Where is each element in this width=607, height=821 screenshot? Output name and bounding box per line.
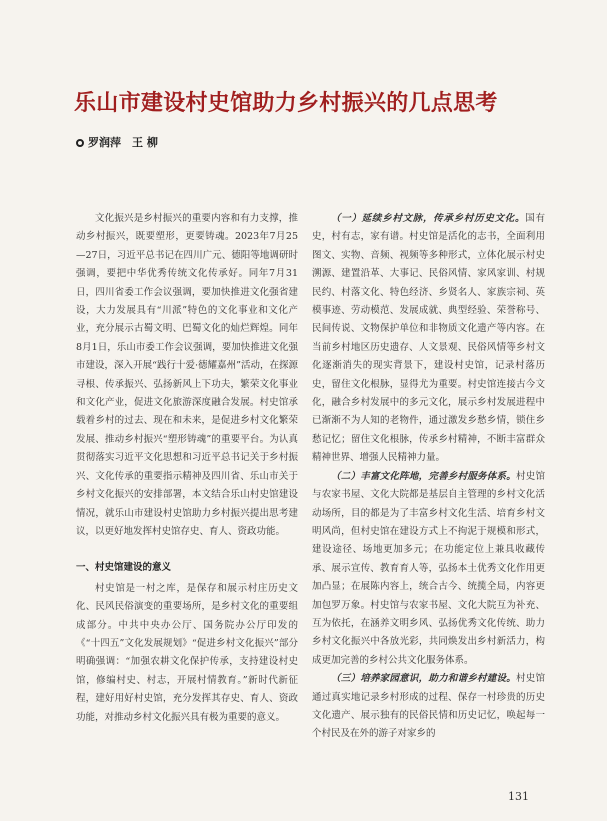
article-authors bbox=[76, 134, 158, 150]
subsection-3-text: 村史馆通过真实地记录乡村形成的过程、保存一村珍贵的历史文化遗产、展示独有的民俗民情和历史记忆，唤起每一个村民及在外的游子对家乡的 bbox=[312, 673, 545, 740]
section1-heading: 一、村史馆建设的意义 bbox=[76, 562, 172, 574]
subsection-1-heading: （一）延续乡村文脉，传承乡村历史文化。 bbox=[331, 213, 526, 224]
intro-paragraph: 文化振兴是乡村振兴的重要内容和有力支撑，推动乡村振兴，既要塑形，更要铸魂。2023年7月25—27日，习近平总书记在四川广元、德阳等地调研时强调，要把中华优秀传统文化传承好。同年7月31日，四川省委工作会议强调，要加快推进文化强省建设，大力发展具有“川派”特色的文化事业和文化产业，充分展示古蜀文明、巴蜀文化的灿烂辉煌。同年8月1日，乐山市委工作会议强调，要加快推进文化强市建设，深入开展“践行十爱·德耀嘉州”活动，在探源寻根、传承振兴、弘扬新风上下功夫，繁荣文化事业和文化产业，促进文化旅游深度融合发展。村史馆承载着乡村的过去、现在和未来，是促进乡村文化繁荣发展、推动乡村振兴“塑形铸魂”的重要平台。为认真贯彻落实习近平文化思想和习近平总书记关于乡村振兴、文化传承的重要指示精神及四川省、乐山市关于乡村文化振兴的安排部署，本文结合乐山村史馆建设情况，就乐山市建设村史馆助力乡村振兴提出思考建议，以更好地发挥村史馆存史、育人、资政功能。 bbox=[76, 213, 298, 537]
right-column bbox=[312, 210, 545, 744]
subsection-3-heading: （三）培养家园意识，助力和谐乡村建设。 bbox=[331, 673, 516, 685]
subsection-1-text: 国有史，村有志，家有谱。村史馆是活化的志书，全面利用图文、实物、音频、视频等多种形式，立体化展示村史溯源、建置沿革、大事记、民俗风情、家风家训、村规民约、村落文化、特色经济、乡贤名人、家族宗祠、英模事迹、劳动模范、发展成就、典型经验、荣誉称号、民间传说、文物保护单位和非物质文化遗产等内容。在当前乡村地区历史遗存、人文景观、民俗风情等乡村文化逐渐消失的现实背景下，建设村史馆，记录村落历史，留住文化根脉，显得尤为重要。村史馆连接古今文化，融合乡村发展中的多元文化，展示乡村发展进程中已渐渐不为人知的老物件，通过激发乡愁乡情，锁住乡愁记忆；留住文化根脉，传承乡村精神，不断丰富群众精神世界、增强人民精神力量。 bbox=[312, 213, 545, 464]
section1-paragraph: 村史馆是一村之库，是保存和展示村庄历史文化、民风民俗演变的重要场所，是乡村文化的重要组成部分。中共中央办公厅、国务院办公厅印发的《“十四五”文化发展规划》“促进乡村文化振兴”部分明确强调：“加强农耕文化保护传承，支持建设村史馆，修编村史、村志，开展村情教育。”新时代新征程，建好用好村史馆，充分发挥其存史、育人、资政功能，对推动乡村文化振兴具有极为重要的意义。 bbox=[76, 582, 298, 723]
subsection-2-heading: （二）丰富文化阵地，完善乡村服务体系。 bbox=[331, 470, 516, 482]
author-bullet-icon bbox=[76, 139, 84, 147]
subsection-1 bbox=[312, 210, 545, 468]
subsection-3 bbox=[312, 670, 545, 744]
article-title: 乐山市建设村史馆助力乡村振兴的几点思考 bbox=[74, 91, 498, 116]
page-number: 131 bbox=[508, 790, 529, 803]
subsection-2-text: 村史馆与农家书屋、文化大院都是基层自主管理的乡村文化活动场所，目的都是为了丰富乡村文化生活、培育乡村文明风尚，但村史馆在建设方式上不拘泥于规模和形式，建设途径、场地更加多元；在功能定位上兼具收藏传承、展示宣传、教育育人等，弘扬本土优秀文化作用更加凸显；在展陈内容上，统合古今、统揽全局，内容更加包罗万象。村史馆与农家书屋、文化大院互为补充、互为依托，在涵养文明乡风、弘扬优秀文化传统、助力乡村文化振兴中各放光彩，共同焕发出乡村新活力，构成更加完善的乡村公共文化服务体系。 bbox=[312, 470, 545, 666]
left-column bbox=[76, 210, 298, 727]
subsection-2 bbox=[312, 468, 545, 670]
authors-text: 罗润萍 王 柳 bbox=[88, 136, 158, 149]
